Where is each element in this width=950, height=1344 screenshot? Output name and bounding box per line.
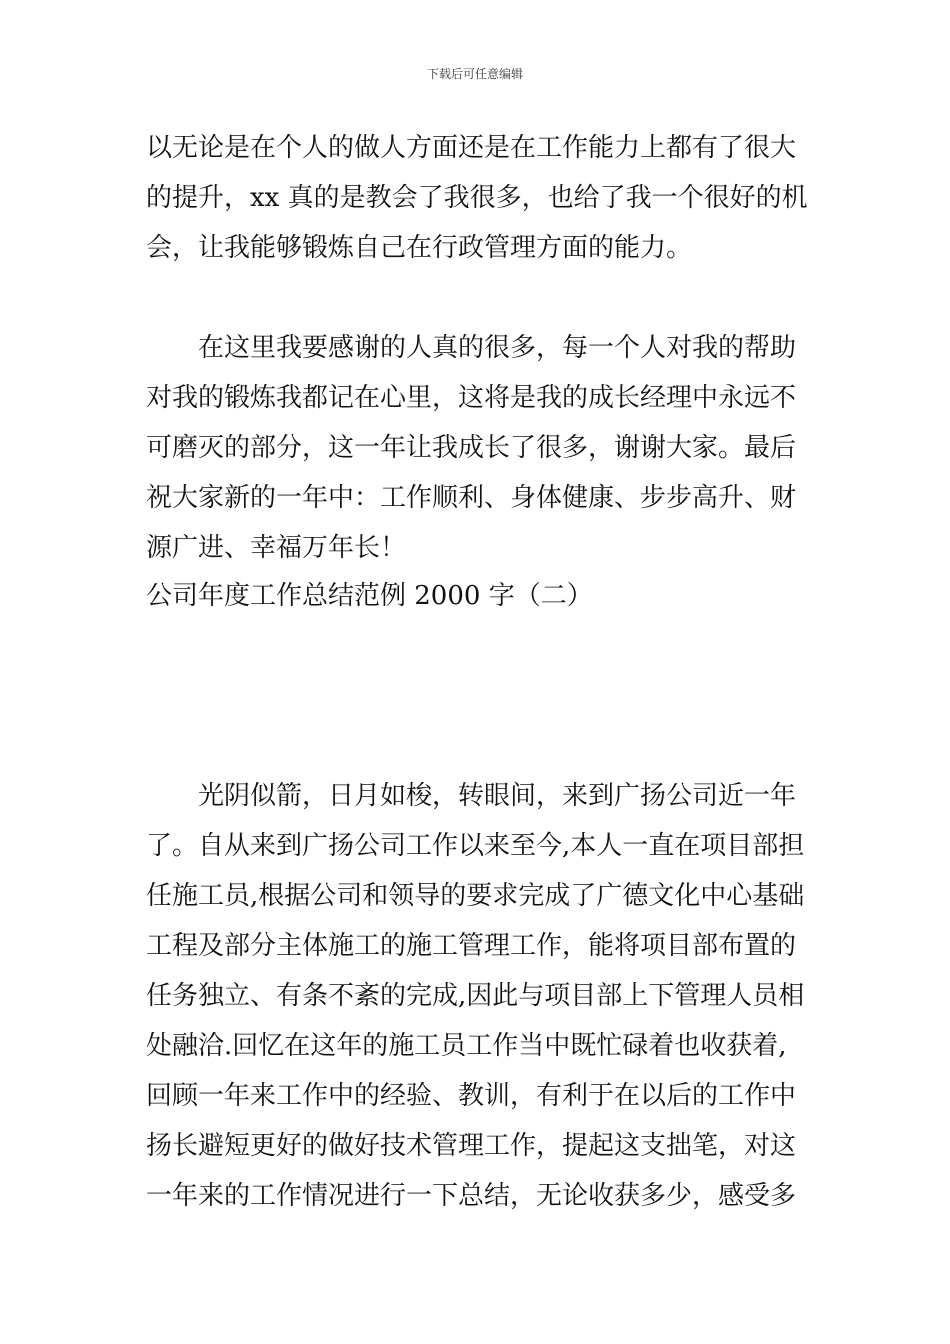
text-line-2: 的提升，xx 真的是教会了我很多，也给了我一个很好的机: [146, 183, 808, 213]
text-line-8: 源广进、幸福万年长！: [146, 533, 407, 563]
text-line-7: 祝大家新的一年中：工作顺利、身体健康、步步高升、财: [146, 483, 797, 513]
text-line-3: 会，让我能够锻炼自己在行政管理方面的能力。: [146, 233, 693, 263]
text-line-18: 一年来的工作情况进行一下总结，无论收获多少，感受多: [146, 1181, 797, 1211]
text-line-10: 光阴似箭，日月如梭，转眼间，来到广扬公司近一年: [198, 781, 797, 811]
text-line-11: 了。自从来到广扬公司工作以来至今,本人一直在项目部担: [146, 831, 805, 861]
text-line-12: 任施工员,根据公司和领导的要求完成了广德文化中心基础: [146, 881, 805, 911]
text-line-14: 任务独立、有条不紊的完成,因此与项目部上下管理人员相: [146, 981, 805, 1011]
text-line-1: 以无论是在个人的做人方面还是在工作能力上都有了很大: [146, 133, 797, 163]
text-line-4: 在这里我要感谢的人真的很多，每一个人对我的帮助: [198, 333, 797, 363]
text-line-15: 处融洽.回忆在这年的施工员工作当中既忙碌着也收获着,: [146, 1031, 787, 1061]
section-heading: 公司年度工作总结范例 2000 字（二）: [146, 581, 593, 611]
text-line-5: 对我的锻炼我都记在心里，这将是我的成长经理中永远不: [146, 383, 797, 413]
text-line-17: 扬长避短更好的做好技术管理工作，提起这支拙笔，对这: [146, 1131, 797, 1161]
text-line-16: 回顾一年来工作中的经验、教训，有利于在以后的工作中: [146, 1081, 797, 1111]
page-header: 下载后可任意编辑: [426, 67, 523, 81]
text-line-6: 可磨灭的部分，这一年让我成长了很多，谢谢大家。最后: [146, 433, 797, 463]
text-line-13: 工程及部分主体施工的施工管理工作，能将项目部布置的: [146, 931, 797, 961]
